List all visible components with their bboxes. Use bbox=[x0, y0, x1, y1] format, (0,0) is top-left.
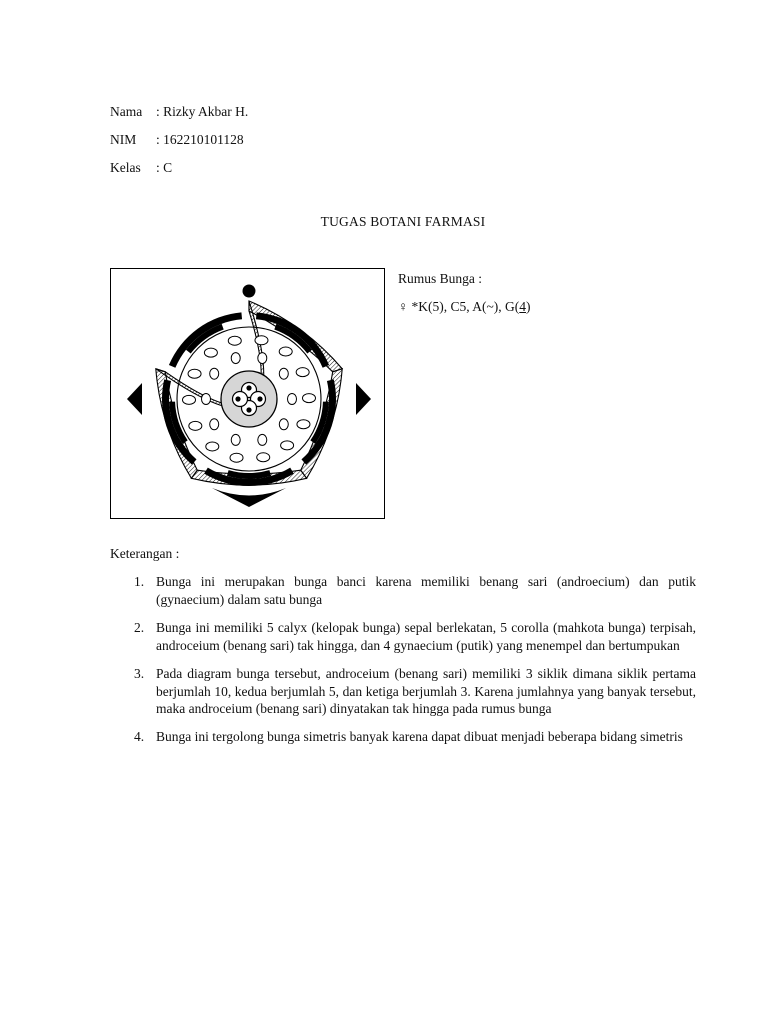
stamen bbox=[183, 395, 196, 404]
floral-formula bbox=[398, 269, 531, 317]
name-value: : Rizky Akbar H. bbox=[156, 104, 249, 119]
stamen bbox=[297, 420, 310, 429]
list-text: Bunga ini memiliki 5 calyx (kelopak bunga) sepal berlekatan, 5 corolla (mahkota bunga) terpisah, androceium (benang sari) tak hingga, dan 4 gynaecium (putik) yang menempel dan bertumpukan bbox=[156, 619, 696, 653]
stamen bbox=[279, 347, 292, 356]
stamen bbox=[206, 442, 219, 451]
ovule bbox=[246, 385, 251, 390]
stamen bbox=[210, 419, 219, 430]
bract-bottom bbox=[212, 488, 286, 507]
document-title: TUGAS BOTANI FARMASI bbox=[320, 214, 486, 229]
notes-list bbox=[110, 573, 696, 756]
stamen bbox=[281, 441, 294, 450]
list-number: 1. bbox=[134, 574, 145, 589]
name-row bbox=[110, 102, 248, 130]
class-row bbox=[110, 158, 248, 186]
list-text: Bunga ini tergolong bunga simetris banyak karena dapat dibuat menjadi beberapa bidang simetris bbox=[156, 729, 683, 745]
bracteole-right bbox=[356, 383, 371, 415]
stamen bbox=[255, 336, 268, 345]
stamen bbox=[204, 348, 217, 357]
stamen bbox=[228, 336, 241, 345]
list-item bbox=[110, 573, 696, 609]
name-label: Nama bbox=[110, 104, 143, 119]
list-number: 3. bbox=[134, 665, 145, 681]
stamen bbox=[202, 394, 211, 405]
list-number: 2. bbox=[134, 619, 145, 635]
stamen bbox=[258, 353, 267, 364]
list-text: Pada diagram bunga tersebut, androceium (benang sari) memiliki 3 siklik dimana siklik pertama berjumlah 10, kedua berjumlah 5, dan ketiga berjumlah 3. Karena jumlahnya yang banyak tersebut, maka androceium (benang sari) dinyatakan tak hingga pada rumus bunga bbox=[156, 665, 696, 717]
notes-heading: Keterangan : bbox=[110, 546, 180, 561]
stamen bbox=[230, 453, 243, 462]
bracteole-left bbox=[127, 383, 142, 415]
gynoecium bbox=[221, 371, 277, 427]
formula-suffix: ) bbox=[526, 299, 531, 314]
stamen bbox=[258, 434, 267, 445]
stamen bbox=[231, 353, 240, 364]
class-label: Kelas bbox=[110, 160, 141, 175]
list-number: 4. bbox=[134, 729, 145, 745]
identity-block bbox=[110, 102, 248, 186]
stamen bbox=[279, 368, 288, 379]
nim-row bbox=[110, 130, 248, 158]
ovule bbox=[257, 396, 262, 401]
stamen bbox=[279, 419, 288, 430]
stamen bbox=[288, 394, 297, 405]
nim-label: NIM bbox=[110, 132, 137, 147]
nim-value: : 162210101128 bbox=[156, 132, 244, 147]
stamen bbox=[296, 368, 309, 377]
floral-diagram-frame bbox=[110, 268, 385, 519]
formula-prefix: ♀ *K(5), C5, A(~), G( bbox=[398, 299, 520, 314]
formula-gynoecium: 4 bbox=[519, 299, 527, 314]
stamen bbox=[231, 434, 240, 445]
stamen bbox=[188, 369, 201, 378]
stamen bbox=[210, 368, 219, 379]
list-item bbox=[110, 728, 696, 746]
stamen bbox=[302, 394, 315, 403]
formula-expression bbox=[398, 297, 531, 317]
list-item bbox=[110, 665, 696, 719]
ovule bbox=[235, 396, 240, 401]
stamen bbox=[189, 421, 202, 430]
class-value: : C bbox=[156, 160, 173, 175]
axis-dot bbox=[243, 285, 256, 298]
stamen bbox=[257, 453, 270, 462]
formula-label: Rumus Bunga : bbox=[398, 271, 483, 286]
floral-diagram bbox=[111, 269, 384, 518]
list-text: Bunga ini merupakan bunga banci karena memiliki benang sari (androecium) dan putik (gynaecium) dalam satu bunga bbox=[156, 574, 696, 607]
ovule bbox=[246, 407, 251, 412]
list-item bbox=[110, 619, 696, 655]
